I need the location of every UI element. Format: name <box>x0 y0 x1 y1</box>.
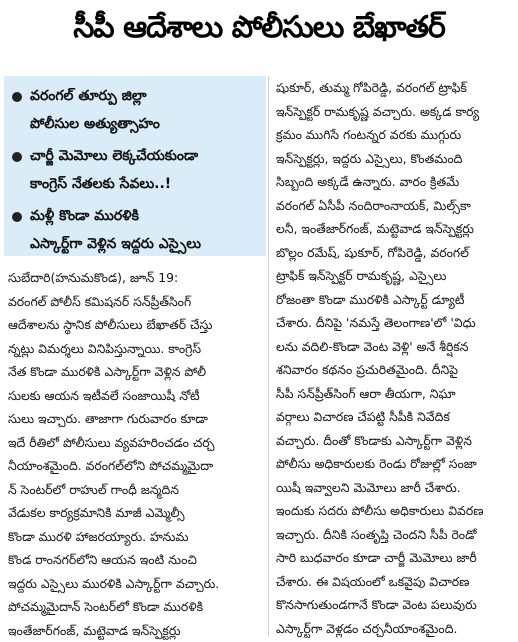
article-line: న్నట్లు విమర్శలు వినిపిస్తున్నాయి. కాంగ్రెస్ <box>8 340 202 356</box>
article-line: వరంగల్ ఏసీపీ నందిరాంనాయక్, మిల్స్‌కా <box>276 197 471 213</box>
article-line: నీయాంశమైంది. వరంగల్‌లోని పోచమ్మమైదా <box>8 458 214 473</box>
article-line: క్రమం ముగిసే గంటన్నర వరకు ముగ్గురు <box>276 127 462 142</box>
article-line: వచ్చారు. దీంతో కొండాకు ఎస్కార్ట్‌గా వెళ్లిన <box>276 432 472 448</box>
highlight-line: కాంగ్రెస్ నేతలకు సేవలు..! <box>30 176 172 192</box>
article-line: వర్గాలు విచారణ చేపట్టి సీపీకి నివేదిక <box>276 409 450 424</box>
article-line: న్ సెంటర్‌లో రాహుల్ గాంధీ జన్మదిన <box>8 481 179 497</box>
article-line: సీపీ సన్‌ప్రీత్‌సింగ్ ఆరా తీయగా, నిఘా <box>276 385 456 401</box>
highlight-line: పోలీసుల అత్యుత్సాహం <box>30 116 160 132</box>
article-line: ఇందుకు సదరు పోలీసు అధికారులు వివరణ <box>276 503 484 518</box>
article-line: ట్రాఫిక్ ఇన్‌స్పెక్టర్ రామకృష్ణ, ఎస్సైలు <box>276 268 447 283</box>
article-line: సులు ఇచ్చారు. తాజాగా గురువారం కూడా <box>8 411 208 426</box>
article-line: రోజంతా కొండా మురళికి ఎస్కార్ట్ డ్యూటీ <box>276 291 465 307</box>
article-line: పోచమ్మమైదాన్ సెంటర్‌లో కొండా మురళికి <box>8 599 204 614</box>
article-line: సుబేదారి(హనుమకొండ), జూన్ 19: <box>8 270 179 285</box>
article-line: చేశారు. దీనిపై 'నమస్తే తెలంగాణ'లో 'విధు <box>276 315 476 330</box>
article-line: సులకు ఆయన ఇటీవలే సంజాయిషీ నోటీ <box>8 387 200 403</box>
article-line: శనివారం కథనం ప్రచురితమైంది. దీనిపై <box>276 362 458 377</box>
article-line: కొనసాగుతుండగానే కొండా వెంట పలువురు <box>276 597 477 612</box>
article-line: వరంగల్ పోలీస్ కమిషనర్ సన్‌ప్రీత్‌సింగ్ <box>8 293 192 309</box>
article-line: లను వదిలి-కొండా వెంట వెళ్లి' అనే శీర్షికన <box>276 338 469 354</box>
highlight-item <box>10 82 260 138</box>
article-line: యిషీ ఇవ్వాలని మెమోలు జారీ చేశారు. <box>276 479 461 495</box>
highlight-item <box>10 202 260 258</box>
highlights-box <box>4 76 266 256</box>
highlight-line: ఎస్కార్ట్‌గా వెళ్లిన ఇద్దరు ఎస్సైలు <box>30 236 202 252</box>
highlight-line: మళ్లీ కొండా మురళికి <box>30 208 139 224</box>
bullet-icon <box>12 212 22 222</box>
bullet-icon <box>12 92 22 102</box>
article-right-column <box>276 76 512 640</box>
article-line: నేత కొండా మురళికి ఎస్కార్ట్‌గా వెళ్లిన పోలీ <box>8 364 207 379</box>
article-line: బొల్లం రమేష్, షుకూర్, గోపిరెడ్డి, వరంగల్ <box>276 244 469 260</box>
headline: సీపీ ఆదేశాలు పోలీసులు బేఖాతర్ <box>73 10 445 45</box>
article-line: ఇన్‌స్పెక్టర్ రామకృష్ణ వచ్చారు. అక్కడ కార్య <box>276 103 480 119</box>
article-line: ఎస్కార్ట్‌గా వెళ్లడం చర్చనీయాంశమైంది. <box>276 620 458 636</box>
highlight-item <box>10 142 260 198</box>
article-line: సారి బుధవారం కూడా చార్జీ మెమోలు జారీ <box>276 550 477 565</box>
article-line: వేడుకల కార్యక్రమానికి మాజీ ఎమ్మెల్సీ <box>8 505 185 520</box>
article-line: ఇదే రీతిలో పోలీసులు వ్యవహరించడం చర్చ <box>8 434 215 450</box>
article-line: షుకూర్, తుమ్మ గోపిరెడ్డి, వరంగల్ ట్రాఫిక్ <box>276 80 467 95</box>
column-divider <box>268 76 269 636</box>
article-line: కొండా మురళి హాజరయ్యారు. హనుమ <box>8 528 189 544</box>
article-line: చేశారు. ఈ విషయంలో ఒకవైపు విచారణ <box>276 573 470 589</box>
article-line: ఇంతేజార్‌గంజ్, మట్టెవాడ ఇన్‌స్పెక్టర్లు <box>8 622 181 638</box>
article-line: కొండ రాంనగర్‌లోని ఆయన ఇంటి నుంచి <box>8 552 197 567</box>
article-left-column <box>8 266 262 642</box>
article-line: ఇద్దరు ఎస్సైలు మురళికి ఎస్కార్ట్‌గా వచ్చారు. <box>8 575 220 591</box>
article-line: పోలీసు అధికారులకు రెండు రోజుల్లో సంజా <box>276 456 477 471</box>
highlight-line: వరంగల్ తూర్పు జిల్లా <box>30 88 147 104</box>
article-line: ఇన్‌స్పెక్టర్లు, ఇద్దరు ఎస్సైలు, కొంతమంది <box>276 150 463 166</box>
highlight-line: చార్జీ మెమోలు లెక్కచేయకుండా <box>30 148 199 164</box>
article-line: లనీ, ఇంతేజార్‌గంజ్, మట్టెవాడ ఇన్‌స్పెక్టర్లు <box>276 221 474 236</box>
article-line: ఆదేశాలను స్థానిక పోలీసులు బేఖాతర్ చేస్తు <box>8 317 213 332</box>
article-line: సిబ్బంది అక్కడే ఉన్నారు. వారం క్రితమే <box>276 174 460 189</box>
article-line: ఇచ్చారు. దీనికి సంతృప్తి చెందని సీపీ రెండో <box>276 526 477 542</box>
bullet-icon <box>12 152 22 162</box>
